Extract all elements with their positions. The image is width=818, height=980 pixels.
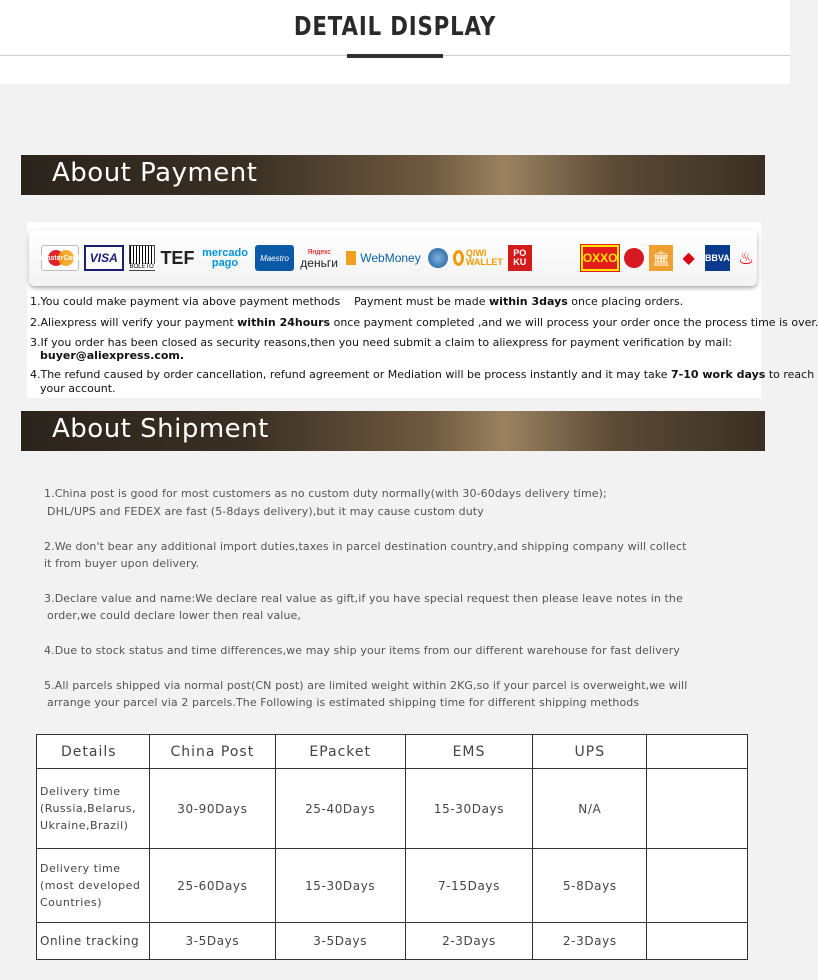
shipment-note-line: 4.Due to stock status and time differences,we may ship your items from our different warehouse for fast delivery	[44, 644, 680, 657]
hsbc-icon: ◆	[682, 250, 695, 267]
table-cell: 2-3Days	[405, 923, 533, 960]
row-label: Online tracking	[37, 923, 150, 960]
column-header: EPacket	[275, 735, 405, 769]
shipment-note-line: arrange your parcel via 2 parcels.The Following is estimated shipping time for different shipping methods	[47, 696, 640, 709]
payment-term-4-cont: your account.	[40, 382, 116, 395]
page-title: DETAIL DISPLAY	[293, 12, 497, 42]
shipment-note-line: 5.All parcels shipped via normal post(CN post) are limited weight within 2KG,so if your parcel is overweight,we will	[44, 679, 688, 692]
table-cell: 3-5Days	[275, 923, 405, 960]
oxxo-icon: OXXO	[581, 245, 619, 271]
table-header-row	[37, 735, 748, 769]
visa-icon: VISA	[84, 245, 124, 271]
column-header: UPS	[533, 735, 647, 769]
shipment-note-line: order,we could declare lower then real value,	[47, 609, 301, 622]
shipment-note-line: DHL/UPS and FEDEX are fast (5-8days delivery),but it may cause custom duty	[47, 505, 484, 518]
payment-section-title: About Payment	[52, 158, 258, 188]
table-cell	[647, 849, 748, 923]
qiwi-wallet-icon: QIWI WALLET	[453, 245, 503, 271]
santander-icon: ♨	[738, 247, 755, 268]
payment-term-1: 1.You could make payment via above payment methods Payment must be made within 3days once placing orders.	[30, 295, 684, 308]
row-label: Delivery time (Russia,Belarus, Ukraine,Brazil)	[37, 769, 150, 849]
bbva-icon: BBVA	[705, 245, 731, 271]
table-cell	[647, 769, 748, 849]
shipment-note-line: 3.Declare value and name:We declare real value as gift,if you have special request then please leave notes in the	[44, 592, 683, 605]
table-cell: 15-30Days	[275, 849, 405, 923]
table-cell: N/A	[533, 769, 647, 849]
mastercard-icon: MasterCard	[41, 245, 79, 271]
payment-email: buyer@aliexpress.com.	[40, 349, 185, 362]
table-cell: 25-40Days	[275, 769, 405, 849]
table-row	[37, 849, 748, 923]
shipment-section-title: About Shipment	[52, 414, 269, 444]
roku-icon: PO KU	[508, 245, 532, 271]
shipment-note-line: 2.We don't bear any additional import duties,taxes in parcel destination country,and shipping company will collect	[44, 540, 687, 553]
payment-panel	[27, 222, 818, 398]
table-cell: 7-15Days	[405, 849, 533, 923]
table-cell: 3-5Days	[149, 923, 275, 960]
yandex-money-icon: Яндекс деньги	[300, 249, 338, 270]
table-row	[37, 923, 748, 960]
column-header	[647, 735, 748, 769]
table-cell: 15-30Days	[405, 769, 533, 849]
shipping-time-table	[36, 734, 748, 960]
shipment-note-line: 1.China post is good for most customers as no custom duty normally(with 30-60days delivery time);	[44, 487, 607, 500]
flower-bank-icon	[624, 248, 644, 268]
row-label: Delivery time (most developed Countries)	[37, 849, 150, 923]
payment-term-3: 3.If you order has been closed as security reasons,then you need submit a claim to aliexpress for payment verification by mail:	[30, 336, 733, 349]
boleto-icon: BOLETO	[129, 245, 155, 271]
column-header: Details	[37, 735, 150, 769]
table-cell	[647, 923, 748, 960]
bank-building-icon: 🏛	[649, 245, 673, 271]
table-cell: 25-60Days	[149, 849, 275, 923]
payment-methods-bar	[29, 230, 757, 286]
maestro-icon: Maestro	[255, 245, 295, 271]
webmoney-icon: WebMoney	[344, 245, 423, 271]
table-cell: 30-90Days	[149, 769, 275, 849]
tef-icon: TEF	[160, 247, 195, 268]
mercado-pago-icon: mercado pago	[202, 247, 248, 269]
payment-term-4: 4.The refund caused by order cancellation, refund agreement or Mediation will be process instantly and it may take 7-10 work days to reach	[30, 368, 815, 381]
payment-term-2: 2.Aliexpress will verify your payment within 24hours once payment completed ,and we will process your order once the process time is over.	[30, 316, 818, 329]
shipment-note-line: it from buyer upon delivery.	[44, 557, 200, 570]
mexico-flag-icon	[537, 247, 577, 269]
column-header: EMS	[405, 735, 533, 769]
table-row	[37, 769, 748, 849]
title-underline	[347, 54, 443, 58]
column-header: China Post	[149, 735, 275, 769]
table-cell: 5-8Days	[533, 849, 647, 923]
globe-icon	[428, 248, 448, 268]
shipment-section-banner	[21, 411, 765, 451]
payment-section-banner	[21, 155, 765, 195]
table-cell: 2-3Days	[533, 923, 647, 960]
